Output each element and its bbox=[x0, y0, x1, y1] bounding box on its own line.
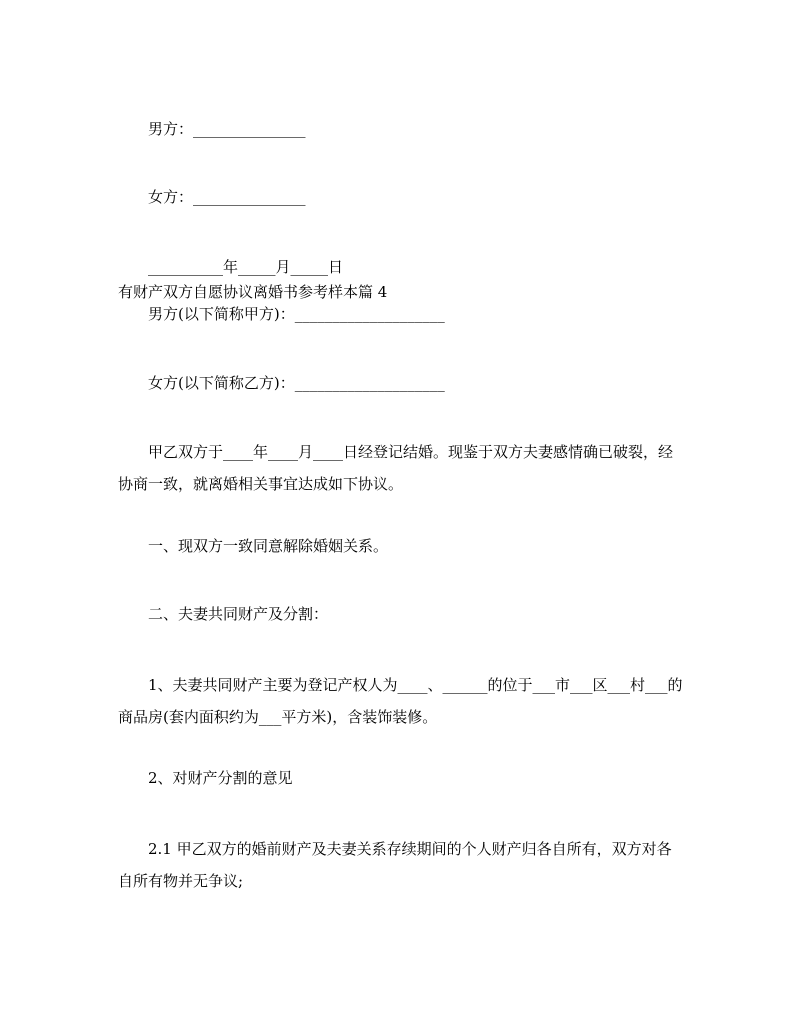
date-line: __________年_____月_____日 bbox=[148, 258, 344, 276]
premarital-property-paragraph: 2.1 甲乙双方的婚前财产及夫妻关系存续期间的个人财产归各自所有，双方对各自所有物并无争议; bbox=[118, 840, 672, 890]
clause-two-heading: 二、夫妻共同财产及分割： bbox=[148, 605, 329, 623]
female-party-line: 女方：_______________ bbox=[148, 188, 306, 206]
marriage-paragraph: 甲乙双方于____年____月____日经登记结婚。现鉴于双方夫妻感情确已破裂，经协商一致，就离婚相关事宜达成如下协议。 bbox=[118, 443, 674, 493]
male-party-line: 男方：_______________ bbox=[148, 120, 306, 138]
party-b-line: 女方(以下简称乙方)：____________________ bbox=[148, 374, 445, 392]
party-a-line: 男方(以下简称甲方)：____________________ bbox=[148, 305, 445, 323]
property-paragraph: 1、夫妻共同财产主要为登记产权人为____、______的位于___市___区___村___的商品房(套内面积约为___平方米)，含装饰装修。 bbox=[118, 676, 683, 726]
section-title: 有财产双方自愿协议离婚书参考样本篇 4 bbox=[118, 283, 388, 301]
clause-one: 一、现双方一致同意解除婚姻关系。 bbox=[148, 537, 389, 555]
division-opinion-heading: 2、对财产分割的意见 bbox=[148, 769, 293, 787]
